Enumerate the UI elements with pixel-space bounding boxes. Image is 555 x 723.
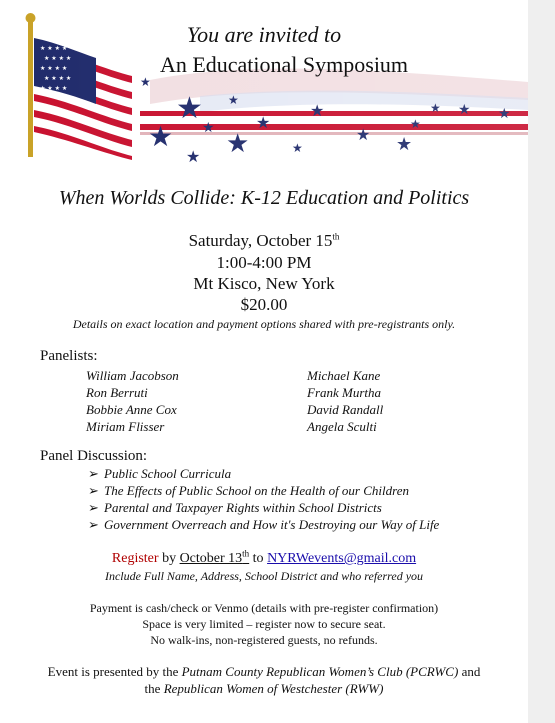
- registration-deadline: [179, 548, 250, 566]
- svg-text:★: ★: [458, 102, 471, 118]
- presenter-org-2: Republican Women of Westchester (RWW): [163, 681, 384, 696]
- arrow-bullet-icon: ➢: [88, 517, 99, 532]
- svg-text:★: ★: [148, 120, 174, 153]
- arrow-bullet-icon: ➢: [88, 466, 99, 481]
- discussion-topics-list: [88, 465, 439, 533]
- registration-email-link[interactable]: NYRWevents@gmail.com: [267, 551, 417, 566]
- list-item: [88, 465, 439, 482]
- arrow-bullet-icon: ➢: [88, 500, 99, 515]
- deadline-text: October 13: [179, 551, 243, 566]
- invitation-line-1: You are invited to: [186, 22, 342, 47]
- event-time: 1:00-4:00 PM: [216, 253, 312, 272]
- invitation-line-2: An Educational Symposium: [159, 52, 409, 77]
- register-label: Register: [111, 551, 159, 566]
- svg-text:★ ★ ★ ★: ★ ★ ★ ★: [44, 75, 72, 82]
- svg-text:★ ★ ★ ★: ★ ★ ★ ★: [40, 65, 68, 72]
- payment-line-1: Payment is cash/check or Venmo (details with pre-register confirmation): [89, 601, 439, 615]
- registration-to: to: [249, 551, 268, 566]
- panelist-name: Miriam Flisser: [86, 419, 165, 434]
- svg-text:★ ★ ★ ★: ★ ★ ★ ★: [40, 45, 68, 52]
- deadline-suffix: th: [242, 548, 250, 559]
- list-item: [88, 516, 439, 533]
- event-location: Mt Kisco, New York: [193, 274, 335, 293]
- svg-text:★: ★: [396, 134, 413, 155]
- svg-text:★: ★: [292, 141, 303, 155]
- presenters-line-1: [0, 664, 528, 680]
- payment-line-2: Space is very limited – register now to secure seat.: [142, 617, 386, 631]
- svg-text:★: ★: [256, 113, 271, 132]
- topic-text: The Effects of Public School on the Health of our Children: [104, 483, 409, 498]
- topic-text: Government Overreach and How it's Destroying our Way of Life: [104, 517, 440, 532]
- panel-discussion-label: Panel Discussion:: [40, 448, 148, 464]
- panelist-name: Ron Berruti: [86, 385, 148, 400]
- topic-text: Parental and Taxpayer Rights within School Districts: [104, 500, 382, 515]
- event-details-note: Details on exact location and payment options shared with pre-registrants only.: [72, 317, 456, 331]
- presenter-org-1: Putnam County Republican Women’s Club (PCRWC): [181, 664, 459, 679]
- event-date: [0, 231, 528, 251]
- svg-text:★: ★: [176, 91, 203, 126]
- event-theme: When Worlds Collide: K-12 Education and Politics: [58, 187, 470, 209]
- svg-text:★: ★: [498, 106, 511, 122]
- registration-note: Include Full Name, Address, School District and who referred you: [104, 569, 424, 583]
- svg-text:★: ★: [226, 129, 250, 159]
- panelist-name: William Jacobson: [86, 368, 179, 383]
- svg-text:★: ★: [410, 117, 421, 131]
- svg-text:★: ★: [140, 75, 151, 89]
- svg-text:★: ★: [430, 101, 441, 115]
- panelist-name: Michael Kane: [307, 368, 381, 383]
- svg-text:★: ★: [356, 125, 371, 144]
- panelists-left-column: [86, 367, 179, 435]
- svg-text:★: ★: [228, 93, 239, 107]
- list-item: [88, 499, 439, 516]
- presenters-line-2: [0, 681, 528, 697]
- presenters-prefix: Event is presented by the: [47, 664, 182, 679]
- panelist-name: Bobbie Anne Cox: [86, 402, 177, 417]
- svg-text:★ ★ ★ ★: ★ ★ ★ ★: [44, 55, 72, 62]
- event-date-text: Saturday, October 15: [188, 231, 333, 250]
- svg-text:★: ★: [186, 147, 201, 166]
- panelist-name: Angela Sculti: [307, 419, 377, 434]
- event-price: $20.00: [240, 295, 288, 314]
- panelist-name: Frank Murtha: [307, 385, 382, 400]
- svg-text:★: ★: [202, 120, 215, 136]
- list-item: [88, 482, 439, 499]
- svg-text:★: ★: [310, 101, 325, 120]
- svg-text:★ ★ ★ ★: ★ ★ ★ ★: [40, 85, 68, 92]
- arrow-bullet-icon: ➢: [88, 483, 99, 498]
- payment-line-3: No walk-ins, non-registered guests, no refunds.: [150, 633, 378, 647]
- viewer-gutter: [528, 0, 555, 723]
- registration-by: by: [158, 551, 180, 566]
- panelists-right-column: [307, 367, 383, 435]
- panelists-label: Panelists:: [40, 348, 98, 364]
- registration-line: [0, 548, 528, 567]
- presenters-line2-prefix: the: [144, 681, 164, 696]
- topic-text: Public School Curricula: [104, 466, 232, 481]
- panelist-name: David Randall: [307, 402, 384, 417]
- event-date-suffix: th: [332, 231, 340, 242]
- presenters-and: and: [458, 664, 481, 679]
